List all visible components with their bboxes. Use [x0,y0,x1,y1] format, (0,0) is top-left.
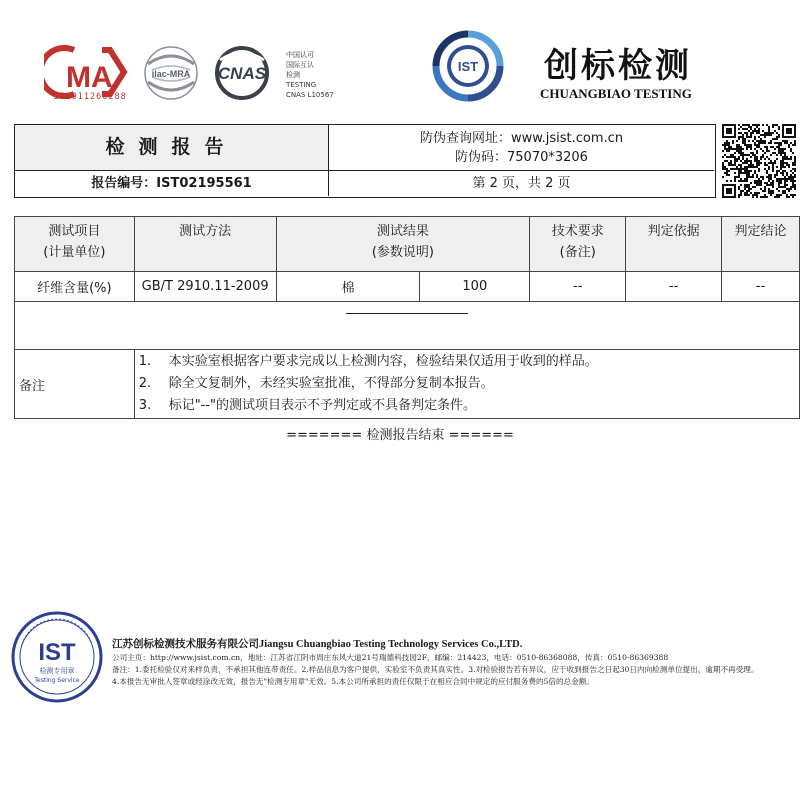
ist-text: IST [457,59,479,74]
cnas-line: 检测 [286,71,300,79]
ma-text: MA [66,61,113,94]
cnas-line: TESTING [286,81,317,89]
header-requirement: 技术要求 (备注) [530,217,626,272]
note-item: 1. 本实验室根据客户要求完成以上检测内容，检验结果仅适用于收到的样品。 [138,354,598,369]
footer-company: 江苏创标检测技术服务有限公司Jiangsu Chuangbiao Testing Technology Services Co.,LTD. [112,639,523,650]
cnas-accreditation-text [286,50,334,100]
brand-name-cn: 创标检测 [544,46,692,86]
notes-cell [134,350,799,419]
footer-line: 公司主页：http://www.jsist.com.cn，地址：江苏省江阴市周庄东风大道21号瑞德科技园2F，邮编：214423，电话：0510-86368088，传真：0510-86369388 [112,653,669,662]
report-title: 检测报告 [105,136,238,158]
anti-fake-cell [329,125,714,171]
separator-line [346,313,468,314]
cell-result-param: 棉 [276,272,420,302]
results-table [14,216,800,419]
note-item: 2. 除全文复制外，未经实验室批准，不得部分复制本报告。 [138,376,494,391]
cell-result-value: 100 [420,272,530,302]
footer [112,638,796,688]
cnas-line: 中国认可 [286,51,314,59]
cnas-text: CNAS [217,64,267,83]
table-row [15,272,800,302]
notes-row [15,350,800,419]
cell-method: GB/T 2910.11-2009 [134,272,276,302]
page-info: 第 2 页，共 2 页 [472,176,571,191]
ilac-mra-logo [140,44,202,102]
footer-line: 4.本报告无审批人签章或经涂改无效，报告无"检测专用章"无效。5.本公司所承担的责任仅限于在相应合同中规定的应付服务费的5倍的总金额。 [112,677,594,686]
note-item: 3. 标记"--"的测试项目表示不予判定或不具备判定条件。 [138,398,477,413]
header-conclusion: 判定结论 [722,217,800,272]
notes-label: 备注 [15,350,135,419]
footer-line: 备注：1.委托检验仅对来样负责，不承担其他连带责任。2.样品信息为客户提供，实验室不负责其真实性。3.对检验报告若有异议，应于收到报告之日起30日内向检测单位提出，逾期不再受理。 [112,665,759,674]
anti-fake-code: 防伪码：75070*3206 [455,150,588,165]
cell-basis: -- [626,272,722,302]
cma-number: 171011260288 [53,92,127,102]
ilac-text: ilac-MRA [151,69,191,79]
cnas-logo [206,46,278,100]
brand-name-en: CHUANGBIAO TESTING [540,86,692,101]
cell-conclusion: -- [722,272,800,302]
report-info-box [14,124,716,198]
header-test-method: 测试方法 [134,217,276,272]
qr-code [722,124,796,198]
report-title-cell [15,125,329,171]
report-end-marker: ======= 检测报告结束 ====== [286,428,514,443]
header-test-result: 测试结果 (参数说明) [276,217,530,272]
cell-item: 纤维含量(%) [15,272,135,302]
seal-en-text: Testing Service [34,677,80,684]
cell-requirement: -- [530,272,626,302]
table-header-row [15,217,800,272]
anti-fake-url: 防伪查询网址：www.jsist.com.cn [419,131,624,146]
seal-main-text: IST [38,639,76,666]
cnas-line: CNAS L10567 [286,91,334,99]
header-basis: 判定依据 [626,217,722,272]
cnas-line: 国际互认 [286,61,314,69]
header-test-item: 测试项目 (计量单位) [15,217,135,272]
testing-seal [10,610,104,704]
blank-cell [15,302,800,350]
seal-sub-text: 检测专用章 [39,667,75,675]
blank-row [15,302,800,350]
report-number: 报告编号：IST02195561 [15,171,329,196]
ist-logo [432,30,504,102]
